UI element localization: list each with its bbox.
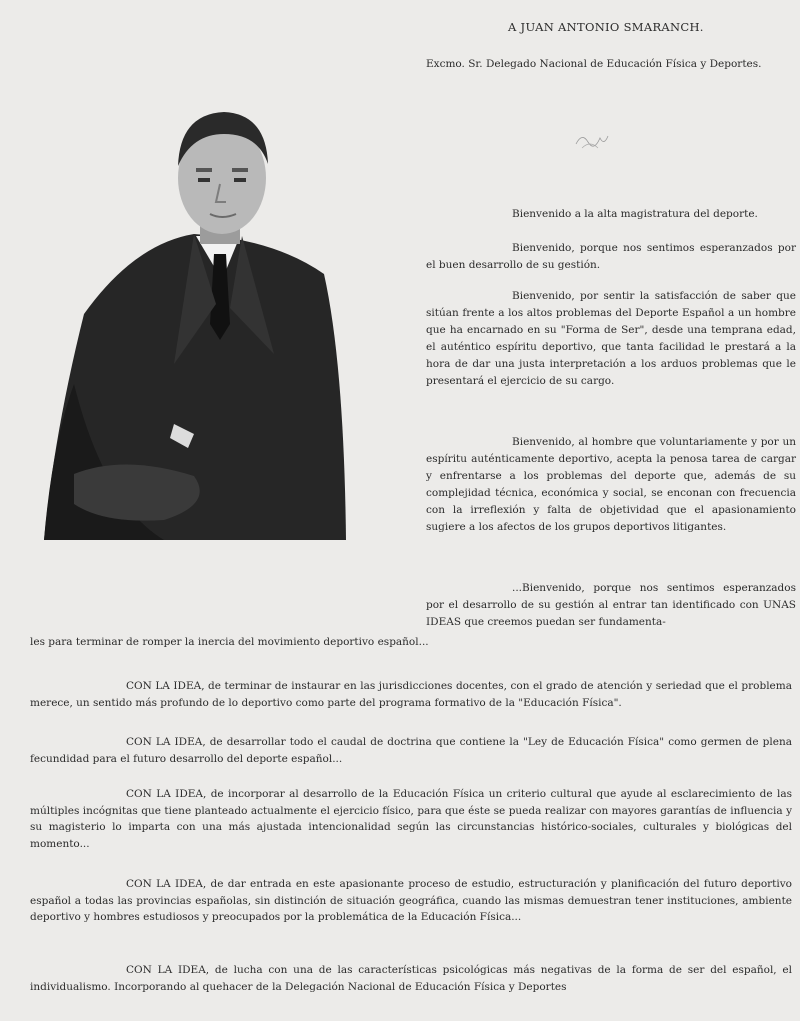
paragraph-1: [426, 206, 796, 223]
idea-5: [30, 962, 792, 995]
paragraph-5-continuation-text: les para terminar de romper la inercia del movimiento deportivo español...: [30, 636, 429, 648]
paragraph-5-text: ...Bienvenido, porque nos sentimos esperanzados por el desarrollo de su gestión al entrar tan identificado con UNAS IDEAS que creemos puedan ser fundamenta-: [426, 582, 796, 628]
paragraph-3: [426, 288, 796, 390]
paragraph-1-text: Bienvenido a la alta magistratura del deporte.: [512, 208, 758, 220]
idea-3-text: CON LA IDEA, de incorporar al desarrollo de la Educación Física un criterio cultural que ayude al esclarecimiento de las múltiples incógnitas que tiene planteado actualmente el ejercicio físico, para que éste se pueda realizar con mayores garantías de influencia y su magisterio lo imparta con una más ajustada intencionalidad según las circunstancias histórico-sociales, culturales y biológicas del momento...: [30, 788, 792, 850]
idea-4: [30, 876, 792, 926]
paragraph-2-text: Bienvenido, porque nos sentimos esperanzados por el buen desarrollo de su gestión.: [426, 242, 796, 271]
addressee: Excmo. Sr. Delegado Nacional de Educación Física y Deportes.: [426, 58, 762, 70]
portrait-photo: [44, 104, 346, 540]
idea-4-text: CON LA IDEA, de dar entrada en este apasionante proceso de estudio, estructuración y planificación del futuro deportivo español a todas las provincias españolas, sin distinción de situación geográfica, cuando las mismas demuestran tener instituciones, ambiente deportivo y hombres estudiosos y preocupados por la problemática de la Educación Física...: [30, 878, 792, 923]
idea-1: [30, 678, 792, 711]
idea-2: [30, 734, 792, 767]
idea-3: [30, 786, 792, 852]
paragraph-3-text: Bienvenido, por sentir la satisfacción de saber que sitúan frente a los altos problemas del Deporte Español a un hombre que ha encarnado en su "Forma de Ser", desde una temprana edad, el auténtico espíritu deportivo, que tanta facilidad le prestará a la hora de dar una justa interpretación a los arduos problemas que le presentará el ejercicio de su cargo.: [426, 290, 796, 387]
idea-1-text: CON LA IDEA, de terminar de instaurar en las jurisdicciones docentes, con el grado de atención y seriedad que el problema merece, un sentido más profundo de lo deportivo como parte del programa formativo de la "Educación Física".: [30, 680, 792, 709]
paragraph-5-continuation: [30, 634, 792, 651]
letter-heading: A JUAN ANTONIO SMARANCH.: [508, 20, 704, 34]
paragraph-5: [426, 580, 796, 631]
signature-mark: [572, 126, 612, 156]
idea-5-text: CON LA IDEA, de lucha con una de las características psicológicas más negativas de la forma de ser del español, el individualismo. Incorporando al quehacer de la Delegación Nacional de Educación Física y Deportes: [30, 964, 792, 993]
paragraph-4: [426, 434, 796, 536]
paragraph-2: [426, 240, 796, 274]
paragraph-4-text: Bienvenido, al hombre que voluntariamente y por un espíritu auténticamente deportivo, acepta la penosa tarea de cargar y enfrentarse a los problemas del deporte que, además de su complejidad técnica, económica y social, se enconan con frecuencia con la irreflexión y falta de objetividad que el apasionamiento sugiere a los afectos de los grupos deportivos litigantes.: [426, 436, 796, 533]
idea-2-text: CON LA IDEA, de desarrollar todo el caudal de doctrina que contiene la "Ley de Educación Física" como germen de plena fecundidad para el futuro desarrollo del deporte español...: [30, 736, 792, 765]
